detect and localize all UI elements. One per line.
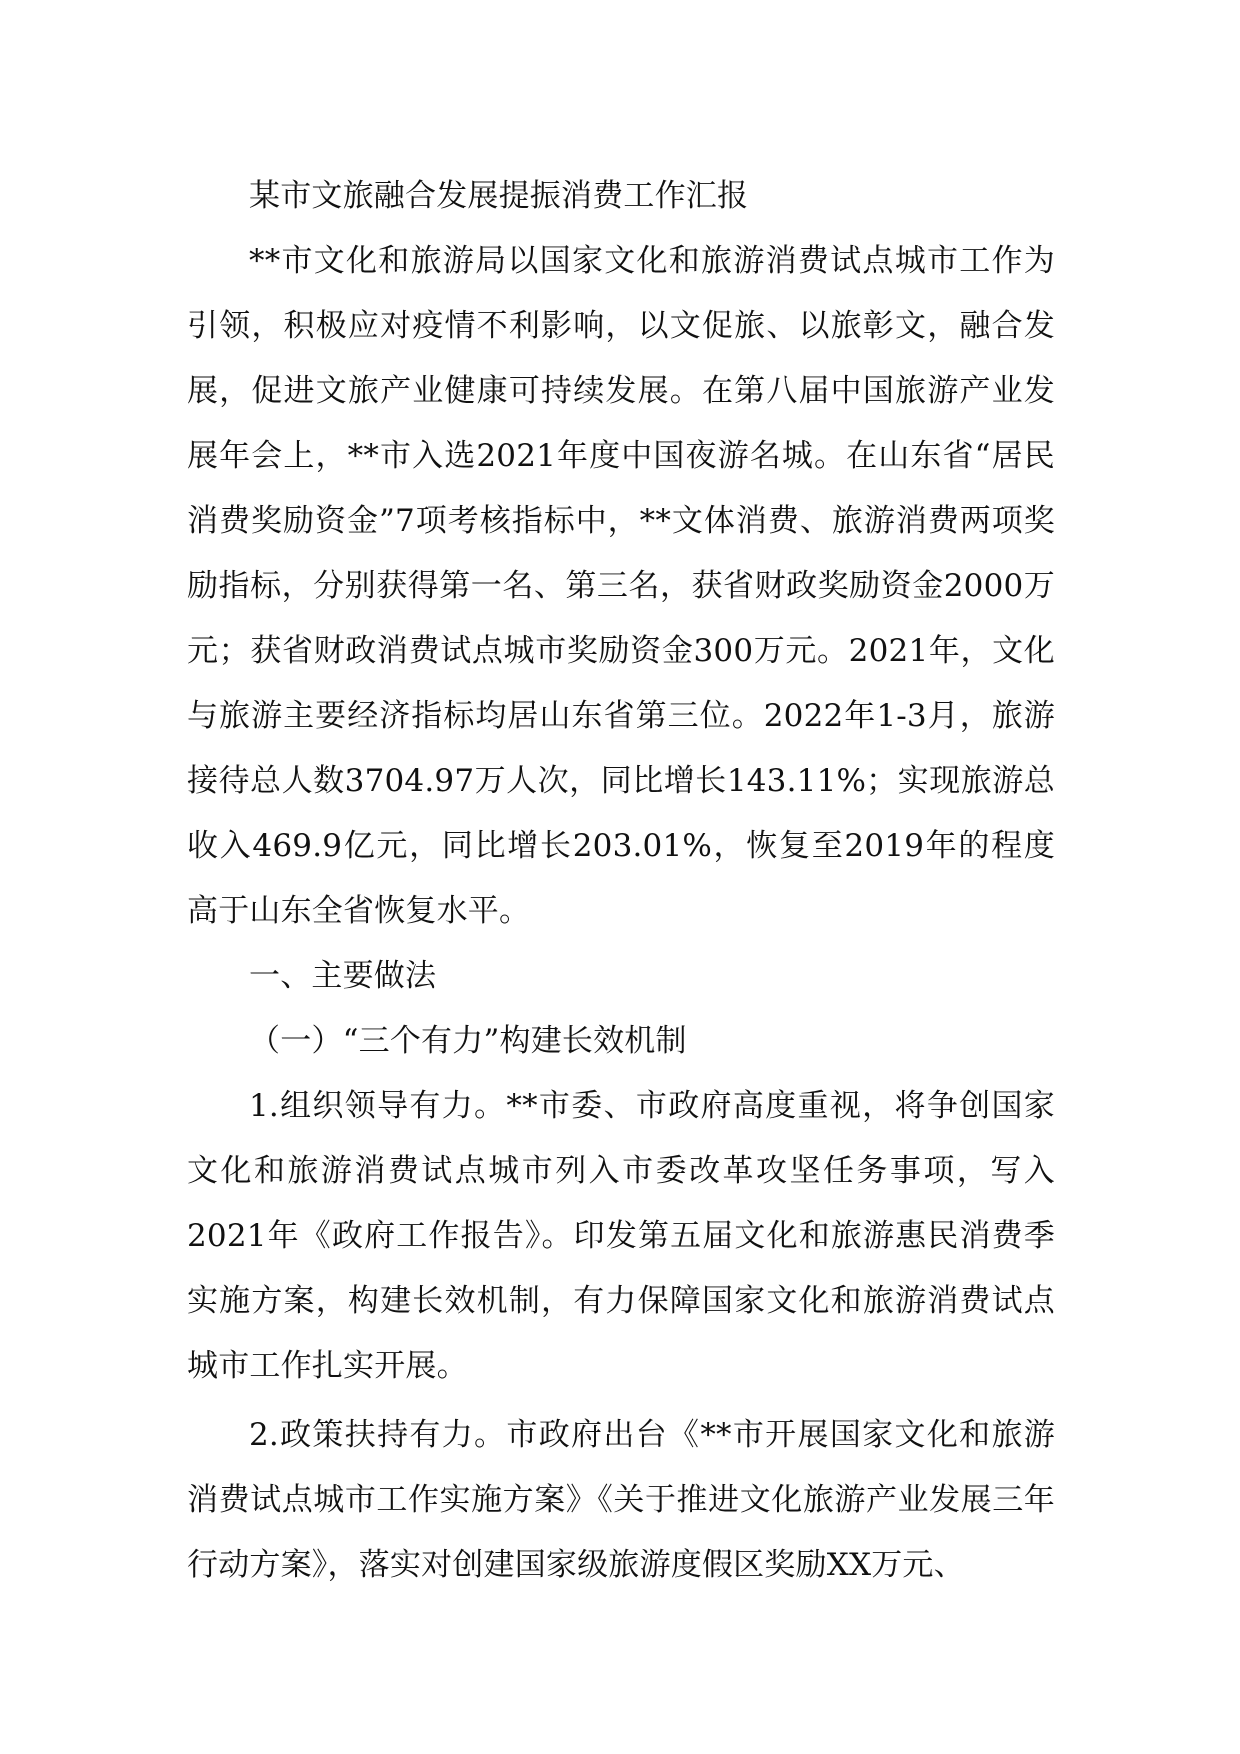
body-paragraph: 1.组织领导有力。**市委、市政府高度重视，将争创国家文化和旅游消费试点城市列入市委改革攻坚任务事项，写入2021年《政府工作报告》。印发第五届文化和旅游惠民消费季实施方案，构建长效机制，有力保障国家文化和旅游消费试点城市工作扎实开展。 [187,1088,1055,1384]
document-title: 某市文旅融合发展提振消费工作汇报 [249,178,749,214]
body-paragraph: 2.政策扶持有力。市政府出台《**市开展国家文化和旅游消费试点城市工作实施方案》《关于推进文化旅游产业发展三年行动方案》，落实对创建国家级旅游度假区奖励XX万元、 [187,1417,1055,1583]
section-heading: 一、主要做法 [249,958,437,994]
subsection-heading: （一）“三个有力”构建长效机制 [249,1023,687,1059]
intro-paragraph: **市文化和旅游局以国家文化和旅游消费试点城市工作为引领，积极应对疫情不利影响，以文促旅、以旅彰文，融合发展，促进文旅产业健康可持续发展。在第八届中国旅游产业发展年会上，**市入选2021年度中国夜游名城。在山东省“居民消费奖励资金”7项考核指标中，**文体消费、旅游消费两项奖励指标，分别获得第一名、第三名，获省财政奖励资金2000万元；获省财政消费试点城市奖励资金300万元。2021年，文化与旅游主要经济指标均居山东省第三位。2022年1-3月，旅游接待总人数3704.97万人次，同比增长143.11%；实现旅游总收入469.9亿元，同比增长203.01%，恢复至2019年的程度高于山东全省恢复水平。 [187,243,1055,929]
document-page [187,164,1055,1598]
